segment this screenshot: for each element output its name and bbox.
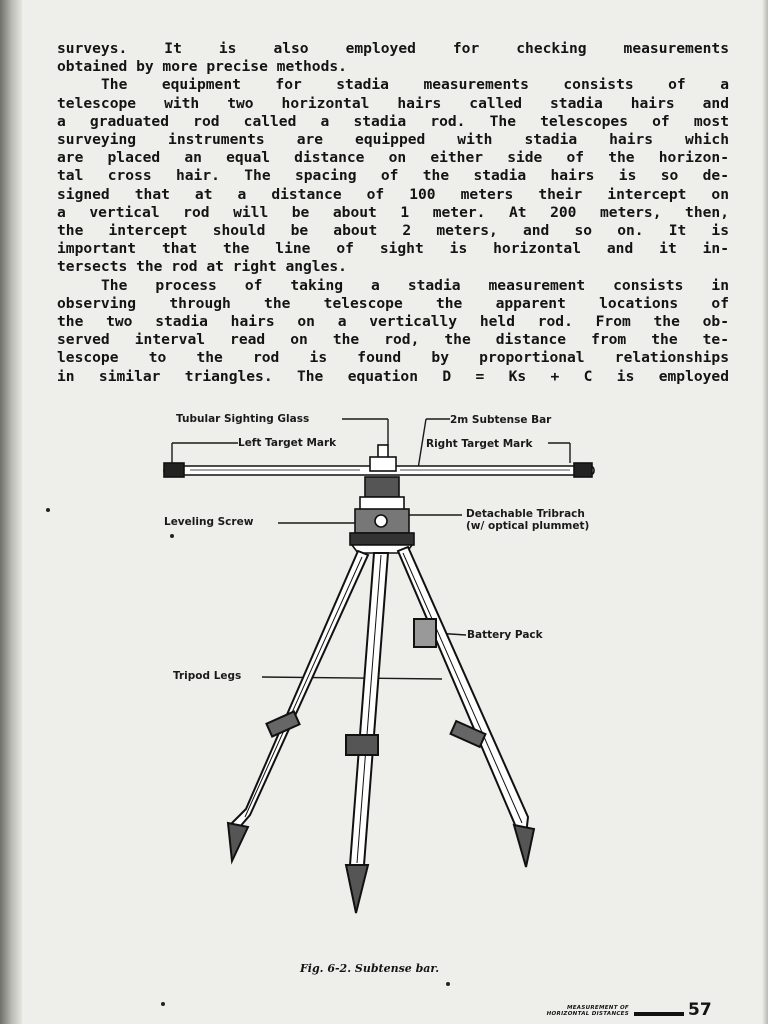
tripod-legs — [228, 547, 534, 913]
label-subtense-bar: 2m Subtense Bar — [450, 414, 552, 426]
battery-pack — [414, 619, 436, 647]
text-line: telescope with two horizontal hairs called stadia hairs and — [57, 94, 729, 112]
text-line: tersects the rod at right angles. — [57, 258, 347, 276]
text-line: The process of taking a stadia measurement consists in — [101, 276, 729, 294]
text-line: signed that at a distance of 100 meters their intercept on — [57, 185, 729, 203]
body-text — [57, 40, 729, 386]
print-speck — [46, 508, 50, 512]
label-left-target-mark: Left Target Mark — [238, 437, 337, 449]
text-line: are placed an equal distance on either side of the horizon- — [57, 149, 729, 167]
footer-line-1: MEASUREMENT OF — [566, 1005, 629, 1011]
text-line: in similar triangles. The equation D = Ks + C is employed — [57, 367, 729, 385]
running-footer — [521, 1005, 629, 1017]
label-detachable-tribrach: Detachable Tribrach — [466, 508, 585, 520]
text-line: obtained by more precise methods. — [57, 58, 347, 76]
label-right-target-mark: Right Target Mark — [426, 438, 533, 450]
footer-rule — [634, 1012, 684, 1016]
label-battery-pack: Battery Pack — [467, 629, 543, 641]
page-number: 57 — [688, 1000, 712, 1020]
text-line: important that the line of sight is horizontal and it in- — [57, 240, 729, 258]
subtense-bar-figure — [150, 405, 620, 925]
text-line: served interval read on the rod, the distance from the te- — [57, 331, 729, 349]
text-line: surveys. It is also employed for checking measurements — [57, 40, 729, 57]
right-target-mark — [574, 463, 592, 477]
label-leveling-screw: Leveling Screw — [164, 516, 254, 528]
text-line: a graduated rod called a stadia rod. The telescopes of most — [57, 112, 729, 130]
left-target-mark — [164, 463, 184, 477]
figure-caption: Fig. 6-2. Subtense bar. — [300, 962, 440, 975]
leader-tripod-legs — [262, 677, 442, 679]
text-line: a vertical rod will be about 1 meter. At 200 meters, then, — [57, 203, 729, 221]
label-tripod-legs: Tripod Legs — [173, 670, 242, 682]
subtense-bar-drawing — [150, 405, 620, 925]
label-tubular-sighting-glass: Tubular Sighting Glass — [176, 413, 310, 425]
page-edge — [762, 0, 768, 1024]
text-line: lescope to the rod is found by proportional relationships — [57, 349, 729, 367]
print-speck — [161, 1002, 165, 1006]
text-line: the intercept should be about 2 meters, and so on. It is — [57, 222, 729, 240]
text-line: observing through the telescope the apparent locations of — [57, 294, 729, 312]
print-speck — [446, 982, 450, 986]
text-line: surveying instruments are equipped with stadia hairs which — [57, 131, 729, 149]
label-optical-plummet: (w/ optical plummet) — [466, 520, 590, 532]
text-line: the two stadia hairs on a vertically held rod. From the ob- — [57, 313, 729, 331]
print-speck — [170, 534, 174, 538]
text-line: tal cross hair. The spacing of the stadia hairs is so de- — [57, 167, 729, 185]
footer-line-2: HORIZONTAL DISTANCES — [546, 1011, 629, 1017]
text-line: The equipment for stadia measurements consists of a — [101, 76, 729, 94]
page-binding-shadow — [0, 0, 22, 1024]
